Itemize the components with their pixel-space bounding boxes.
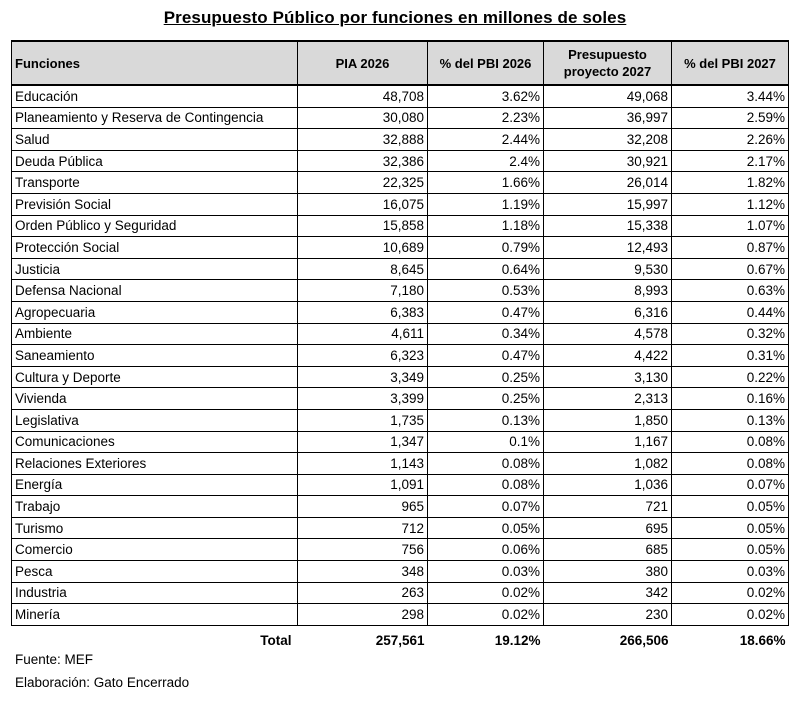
cell-pbi-2026: 2.4%	[428, 150, 544, 172]
header-pia-2026: PIA 2026	[298, 41, 428, 85]
cell-pbi-2027: 2.17%	[672, 150, 789, 172]
table-row	[12, 409, 789, 431]
cell-funcion: Trabajo	[12, 496, 298, 518]
header-presupuesto-line2: proyecto 2027	[563, 64, 652, 79]
cell-pbi-2026: 1.18%	[428, 215, 544, 237]
cell-pia-2026: 1,143	[298, 453, 428, 475]
cell-pia-2026: 16,075	[298, 193, 428, 215]
table-row	[12, 474, 789, 496]
cell-pbi-2027: 0.22%	[672, 366, 789, 388]
total-presupuesto-2027: 266,506	[619, 633, 669, 649]
cell-pia-2026: 3,399	[298, 388, 428, 410]
author-note: Elaboración: Gato Encerrado	[15, 675, 190, 690]
cell-pbi-2026: 0.25%	[428, 366, 544, 388]
cell-pbi-2026: 0.07%	[428, 496, 544, 518]
cell-presupuesto-2027: 4,578	[544, 323, 672, 345]
cell-pbi-2027: 0.13%	[672, 409, 789, 431]
cell-pbi-2026: 0.06%	[428, 539, 544, 561]
cell-presupuesto-2027: 721	[544, 496, 672, 518]
cell-pbi-2026: 0.05%	[428, 517, 544, 539]
cell-presupuesto-2027: 3,130	[544, 366, 672, 388]
cell-funcion: Minería	[12, 604, 298, 626]
cell-funcion: Pesca	[12, 561, 298, 583]
cell-funcion: Defensa Nacional	[12, 280, 298, 302]
cell-pia-2026: 756	[298, 539, 428, 561]
total-pia-2026: 257,561	[375, 633, 425, 649]
cell-presupuesto-2027: 32,208	[544, 129, 672, 151]
cell-pia-2026: 263	[298, 582, 428, 604]
header-presupuesto-line1: Presupuesto	[568, 47, 647, 62]
table-row	[12, 85, 789, 107]
table-row	[12, 172, 789, 194]
cell-funcion: Justicia	[12, 258, 298, 280]
cell-pbi-2027: 0.63%	[672, 280, 789, 302]
table-row	[12, 431, 789, 453]
cell-presupuesto-2027: 30,921	[544, 150, 672, 172]
total-label: Total	[260, 633, 292, 649]
cell-funcion: Turismo	[12, 517, 298, 539]
cell-pbi-2026: 0.08%	[428, 474, 544, 496]
table-row	[12, 107, 789, 129]
cell-presupuesto-2027: 15,997	[544, 193, 672, 215]
cell-funcion: Cultura y Deporte	[12, 366, 298, 388]
cell-pia-2026: 15,858	[298, 215, 428, 237]
cell-pbi-2027: 0.44%	[672, 301, 789, 323]
cell-presupuesto-2027: 685	[544, 539, 672, 561]
table-title: Presupuesto Público por funciones en millones de soles	[163, 8, 627, 27]
total-row	[12, 625, 789, 653]
cell-pbi-2026: 0.13%	[428, 409, 544, 431]
cell-presupuesto-2027: 6,316	[544, 301, 672, 323]
cell-presupuesto-2027: 695	[544, 517, 672, 539]
budget-table	[11, 40, 789, 653]
cell-presupuesto-2027: 8,993	[544, 280, 672, 302]
cell-presupuesto-2027: 230	[544, 604, 672, 626]
table-row	[12, 237, 789, 259]
cell-pia-2026: 48,708	[298, 85, 428, 107]
cell-funcion: Comercio	[12, 539, 298, 561]
cell-funcion: Orden Público y Seguridad	[12, 215, 298, 237]
cell-funcion: Previsión Social	[12, 193, 298, 215]
cell-pia-2026: 32,386	[298, 150, 428, 172]
cell-presupuesto-2027: 1,850	[544, 409, 672, 431]
cell-funcion: Industria	[12, 582, 298, 604]
table-row	[12, 539, 789, 561]
cell-pbi-2027: 0.67%	[672, 258, 789, 280]
cell-pia-2026: 3,349	[298, 366, 428, 388]
header-presupuesto-2027	[544, 41, 672, 85]
cell-pbi-2026: 0.79%	[428, 237, 544, 259]
table-row	[12, 388, 789, 410]
cell-funcion: Protección Social	[12, 237, 298, 259]
cell-funcion: Deuda Pública	[12, 150, 298, 172]
cell-presupuesto-2027: 380	[544, 561, 672, 583]
cell-presupuesto-2027: 9,530	[544, 258, 672, 280]
cell-funcion: Salud	[12, 129, 298, 151]
table-row	[12, 517, 789, 539]
cell-pia-2026: 6,383	[298, 301, 428, 323]
table-row	[12, 366, 789, 388]
cell-pia-2026: 7,180	[298, 280, 428, 302]
table-row	[12, 258, 789, 280]
table-row	[12, 193, 789, 215]
table-row	[12, 604, 789, 626]
cell-pbi-2026: 3.62%	[428, 85, 544, 107]
cell-pia-2026: 30,080	[298, 107, 428, 129]
cell-pia-2026: 22,325	[298, 172, 428, 194]
table-row	[12, 129, 789, 151]
cell-pbi-2027: 0.02%	[672, 582, 789, 604]
cell-pia-2026: 1,735	[298, 409, 428, 431]
cell-pbi-2027: 0.02%	[672, 604, 789, 626]
table-row	[12, 561, 789, 583]
cell-pia-2026: 1,347	[298, 431, 428, 453]
cell-pbi-2027: 0.16%	[672, 388, 789, 410]
cell-pia-2026: 712	[298, 517, 428, 539]
table-row	[12, 453, 789, 475]
cell-funcion: Ambiente	[12, 323, 298, 345]
cell-pbi-2026: 0.03%	[428, 561, 544, 583]
cell-pbi-2027: 0.05%	[672, 496, 789, 518]
cell-funcion: Educación	[12, 85, 298, 107]
cell-pbi-2026: 2.44%	[428, 129, 544, 151]
cell-pbi-2026: 0.25%	[428, 388, 544, 410]
cell-pia-2026: 348	[298, 561, 428, 583]
cell-presupuesto-2027: 49,068	[544, 85, 672, 107]
cell-pbi-2027: 0.87%	[672, 237, 789, 259]
header-pbi-2027: % del PBI 2027	[672, 41, 789, 85]
total-pbi-2026: 19.12%	[494, 633, 541, 649]
total-pbi-2027: 18.66%	[739, 633, 786, 649]
cell-presupuesto-2027: 1,167	[544, 431, 672, 453]
cell-pbi-2027: 0.05%	[672, 539, 789, 561]
table-row	[12, 301, 789, 323]
table-row	[12, 280, 789, 302]
cell-pbi-2027: 0.32%	[672, 323, 789, 345]
cell-presupuesto-2027: 1,036	[544, 474, 672, 496]
cell-pbi-2026: 0.47%	[428, 301, 544, 323]
cell-pbi-2026: 0.1%	[428, 431, 544, 453]
cell-pbi-2026: 2.23%	[428, 107, 544, 129]
table-row	[12, 345, 789, 367]
cell-pia-2026: 8,645	[298, 258, 428, 280]
cell-pbi-2027: 1.07%	[672, 215, 789, 237]
cell-pbi-2027: 0.31%	[672, 345, 789, 367]
cell-presupuesto-2027: 2,313	[544, 388, 672, 410]
cell-presupuesto-2027: 12,493	[544, 237, 672, 259]
cell-pbi-2027: 0.05%	[672, 517, 789, 539]
source-note: Fuente: MEF	[15, 652, 94, 667]
cell-funcion: Relaciones Exteriores	[12, 453, 298, 475]
header-row	[12, 41, 789, 85]
cell-pia-2026: 32,888	[298, 129, 428, 151]
table-row	[12, 496, 789, 518]
cell-presupuesto-2027: 342	[544, 582, 672, 604]
cell-pbi-2027: 0.03%	[672, 561, 789, 583]
header-pbi-2026: % del PBI 2026	[428, 41, 544, 85]
cell-pia-2026: 4,611	[298, 323, 428, 345]
cell-pbi-2027: 2.59%	[672, 107, 789, 129]
cell-pbi-2026: 0.02%	[428, 582, 544, 604]
cell-funcion: Transporte	[12, 172, 298, 194]
cell-pbi-2027: 2.26%	[672, 129, 789, 151]
cell-pia-2026: 298	[298, 604, 428, 626]
cell-pbi-2026: 0.64%	[428, 258, 544, 280]
cell-presupuesto-2027: 15,338	[544, 215, 672, 237]
cell-pbi-2026: 0.47%	[428, 345, 544, 367]
cell-pia-2026: 10,689	[298, 237, 428, 259]
cell-pia-2026: 965	[298, 496, 428, 518]
header-funciones: Funciones	[12, 41, 298, 85]
cell-funcion: Legislativa	[12, 409, 298, 431]
cell-presupuesto-2027: 26,014	[544, 172, 672, 194]
cell-pbi-2026: 0.08%	[428, 453, 544, 475]
cell-funcion: Comunicaciones	[12, 431, 298, 453]
cell-presupuesto-2027: 36,997	[544, 107, 672, 129]
cell-funcion: Saneamiento	[12, 345, 298, 367]
cell-pia-2026: 1,091	[298, 474, 428, 496]
table-row	[12, 323, 789, 345]
cell-funcion: Planeamiento y Reserva de Contingencia	[12, 107, 298, 129]
cell-presupuesto-2027: 1,082	[544, 453, 672, 475]
cell-pbi-2026: 0.02%	[428, 604, 544, 626]
cell-pbi-2027: 0.07%	[672, 474, 789, 496]
cell-pbi-2027: 0.08%	[672, 453, 789, 475]
table-row	[12, 150, 789, 172]
cell-pbi-2026: 0.53%	[428, 280, 544, 302]
cell-pbi-2026: 1.66%	[428, 172, 544, 194]
cell-pbi-2026: 0.34%	[428, 323, 544, 345]
cell-funcion: Vivienda	[12, 388, 298, 410]
cell-pbi-2026: 1.19%	[428, 193, 544, 215]
cell-funcion: Energía	[12, 474, 298, 496]
cell-presupuesto-2027: 4,422	[544, 345, 672, 367]
cell-funcion: Agropecuaria	[12, 301, 298, 323]
table-row	[12, 215, 789, 237]
cell-pbi-2027: 0.08%	[672, 431, 789, 453]
table-body	[12, 85, 789, 625]
cell-pia-2026: 6,323	[298, 345, 428, 367]
cell-pbi-2027: 3.44%	[672, 85, 789, 107]
cell-pbi-2027: 1.12%	[672, 193, 789, 215]
cell-pbi-2027: 1.82%	[672, 172, 789, 194]
table-row	[12, 582, 789, 604]
